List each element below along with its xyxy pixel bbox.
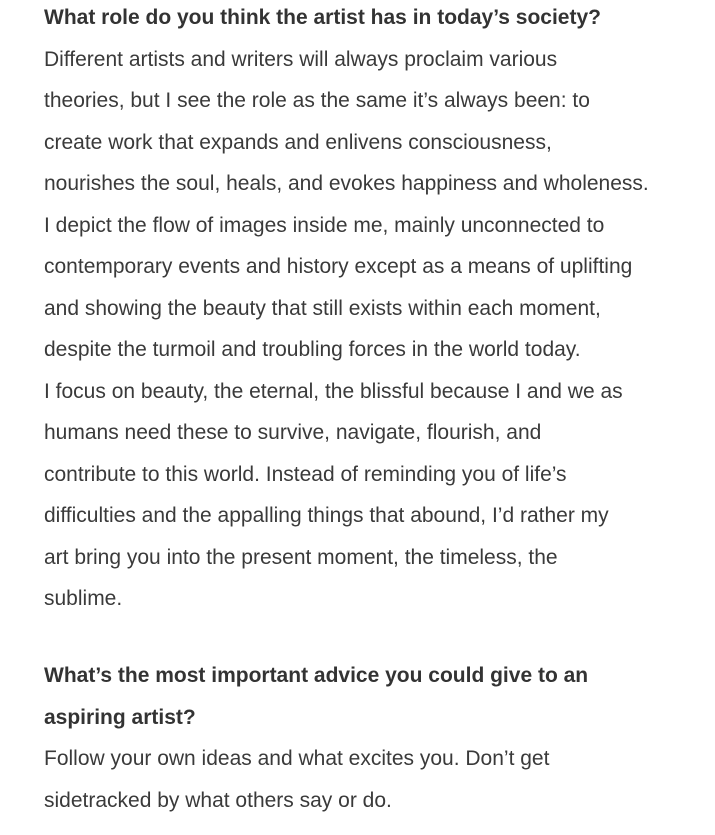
answer-line: difficulties and the appalling things that abound, I’d rather my — [44, 504, 609, 527]
answer-artist-role — [44, 39, 649, 620]
answer-line: nourishes the soul, heals, and evokes happiness and wholeness. — [44, 172, 649, 195]
answer-line: sublime. — [44, 587, 123, 610]
answer-line: humans need these to survive, navigate, flourish, and — [44, 421, 542, 444]
answer-line: I focus on beauty, the eternal, the blissful because I and we as — [44, 379, 623, 403]
answer-advice — [44, 738, 588, 821]
answer-line: despite the turmoil and troubling forces in the world today. — [44, 338, 581, 361]
answer-line: sidetracked by what others say or do. — [44, 788, 392, 812]
qa-section-advice — [44, 655, 588, 821]
answer-line: art bring you into the present moment, the timeless, the — [44, 545, 558, 569]
answer-line: contribute to this world. Instead of reminding you of life’s — [44, 462, 567, 486]
question-artist-role: What role do you think the artist has in today’s society? — [44, 6, 601, 29]
answer-line: create work that expands and enlivens consciousness, — [44, 130, 552, 154]
question-line: aspiring artist? — [44, 705, 196, 729]
answer-line: contemporary events and history except as a means of uplifting — [44, 255, 633, 278]
answer-line: Different artists and writers will always proclaim various — [44, 47, 558, 71]
answer-line: theories, but I see the role as the same it’s always been: to — [44, 89, 590, 112]
question-advice — [44, 655, 588, 738]
answer-line: Follow your own ideas and what excites you. Don’t get — [44, 747, 550, 770]
question-line: What’s the most important advice you could give to an — [44, 664, 589, 687]
answer-line: I depict the flow of images inside me, mainly unconnected to — [44, 213, 605, 237]
qa-section-artist-role — [44, 0, 649, 620]
answer-line: and showing the beauty that still exists within each moment, — [44, 296, 601, 320]
